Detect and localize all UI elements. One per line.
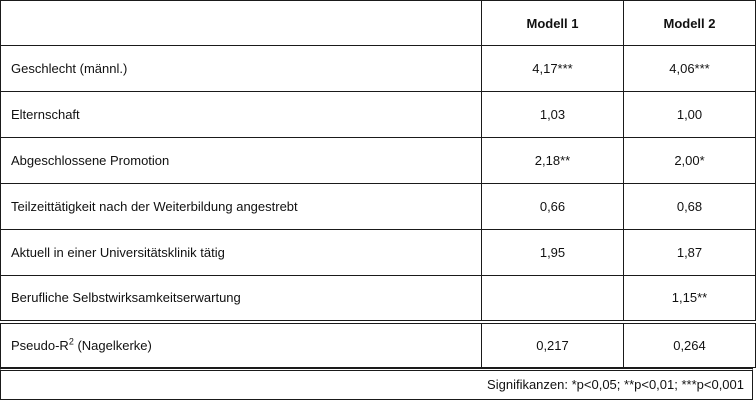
modell-1-value: 1,03 bbox=[482, 92, 624, 138]
modell-1-value: 0,66 bbox=[482, 184, 624, 230]
row-label: Teilzeittätigkeit nach der Weiterbildung angestrebt bbox=[1, 184, 482, 230]
modell-1-value: 4,17*** bbox=[482, 46, 624, 92]
modell-2-value: 0,264 bbox=[624, 322, 756, 368]
pseudo-r2-row bbox=[1, 322, 756, 368]
row-label: Aktuell in einer Universitätsklinik tätig bbox=[1, 230, 482, 276]
header-modell-2: Modell 2 bbox=[624, 1, 756, 46]
row-label: Geschlecht (männl.) bbox=[1, 46, 482, 92]
modell-2-value: 4,06*** bbox=[624, 46, 756, 92]
pseudo-r2-label-main: Pseudo-R bbox=[11, 337, 69, 353]
table-row bbox=[1, 92, 756, 138]
header-modell-1: Modell 1 bbox=[482, 1, 624, 46]
row-label: Berufliche Selbstwirksamkeitserwartung bbox=[1, 276, 482, 322]
table-row bbox=[1, 230, 756, 276]
pseudo-r2-label-rest: (Nagelkerke) bbox=[73, 337, 152, 353]
table-header-row bbox=[1, 1, 756, 46]
modell-2-value: 2,00* bbox=[624, 138, 756, 184]
modell-2-value: 0,68 bbox=[624, 184, 756, 230]
modell-2-value: 1,15** bbox=[624, 276, 756, 322]
modell-1-value: 2,18** bbox=[482, 138, 624, 184]
row-label: Elternschaft bbox=[1, 92, 482, 138]
modell-1-value: 1,95 bbox=[482, 230, 624, 276]
table-row bbox=[1, 184, 756, 230]
pseudo-r2-superscript: 2 bbox=[68, 336, 74, 347]
table-row bbox=[1, 46, 756, 92]
modell-2-value: 1,87 bbox=[624, 230, 756, 276]
modell-2-value: 1,00 bbox=[624, 92, 756, 138]
row-label: Abgeschlossene Promotion bbox=[1, 138, 482, 184]
significance-footnote: Signifikanzen: *p<0,05; **p<0,01; ***p<0,001 bbox=[0, 368, 753, 400]
table-row bbox=[1, 276, 756, 322]
modell-1-value: 0,217 bbox=[482, 322, 624, 368]
modell-1-value bbox=[482, 276, 624, 322]
pseudo-r2-label bbox=[1, 322, 482, 368]
table-row bbox=[1, 138, 756, 184]
header-cell-empty bbox=[1, 1, 482, 46]
